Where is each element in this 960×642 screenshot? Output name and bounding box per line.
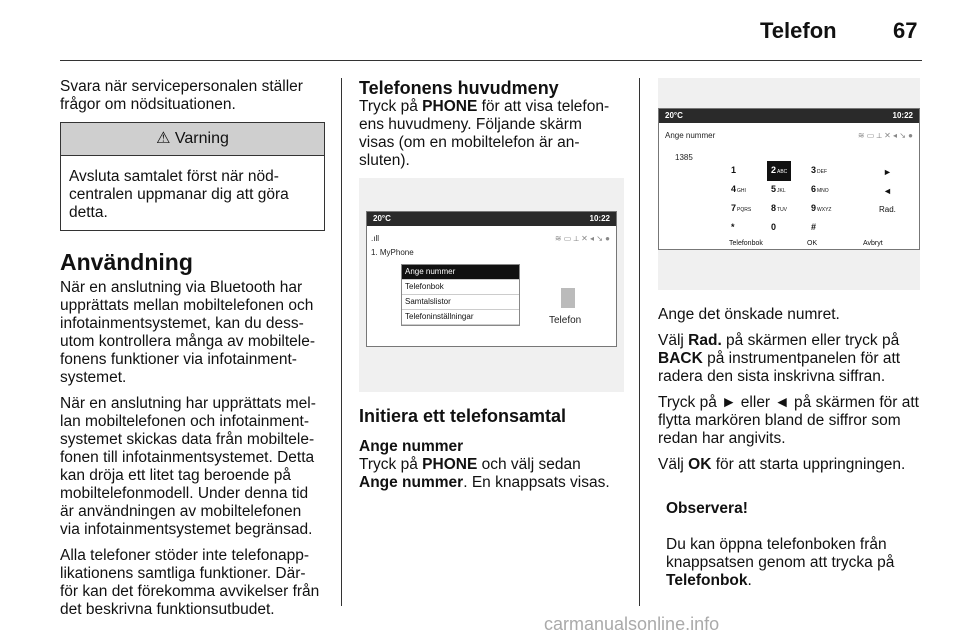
watermark: carmanualsonline.info (544, 614, 720, 634)
clock: 10:22 (589, 214, 610, 223)
keypad-key[interactable]: # (811, 222, 817, 232)
paragraph: Alla telefoner stöder inte telefonapp- likationens samtliga funktioner. Där- för kan det förekomma avvikelser från det beskrivna funktionsutbudet. (60, 547, 320, 618)
status-bar (367, 212, 616, 226)
cursor-right-button[interactable]: ► (883, 167, 892, 177)
page-number: 67 (893, 18, 918, 43)
paragraph: Tryck på PHONE för att visa telefon- ens huvudmeny. Följande skärm visas (om en mobiltelefon är an- sluten). (359, 98, 610, 169)
keypad-key[interactable]: 5JKL (771, 184, 786, 194)
menu-item[interactable]: Telefoninställningar (402, 310, 519, 325)
warning-box (60, 122, 325, 231)
keypad-key[interactable]: 3DEF (811, 165, 828, 175)
status-icons: ≋ ▭ ⟂ ✕ ◂ ↘ ● (857, 131, 913, 140)
cursor-left-button[interactable]: ◄ (883, 186, 892, 196)
menu-item[interactable]: Telefonbok (402, 280, 519, 295)
status-bar (659, 109, 919, 123)
keypad-screenshot (658, 78, 920, 290)
temperature: 20°C (373, 214, 391, 223)
subsection-heading: Initiera ett telefonsamtal (359, 406, 567, 426)
phone-label: Telefon (549, 315, 582, 326)
temperature: 20°C (665, 111, 683, 120)
note-title: Observera! (666, 500, 748, 517)
cancel-softkey[interactable]: Avbryt (863, 240, 883, 247)
keypad-key[interactable]: 7PQRS (731, 203, 752, 213)
header-rule (60, 60, 922, 61)
paragraph: Tryck på PHONE och välj sedan Ange nummer. En knappsats visas. (359, 456, 610, 491)
phonebook-softkey[interactable]: Telefonbok (729, 240, 763, 247)
warning-title: Varning (174, 130, 229, 147)
keypad-key[interactable]: 6MNO (811, 184, 829, 194)
keypad-key[interactable]: 9WXYZ (811, 203, 832, 213)
paragraph: När en anslutning har upprättats mel- lan mobiltelefonen och infotainment- systemet skickas data från mobiltele- fonen till infotainmentsystemet. Detta kan dröja ett litet tag beroende på mobiltelefonmodell. Under denna tid är användningen av mobiltelefonen via infotainmentsystemet begränsad. (60, 395, 316, 538)
phone-icon (561, 288, 575, 308)
paragraph: Välj Rad. på skärmen eller tryck på BACK på instrumentpanelen för att radera den sista inskrivna siffran. (658, 332, 901, 385)
column-divider (639, 78, 640, 606)
delete-button[interactable]: Rad. (879, 205, 896, 214)
item-title: Ange nummer (359, 438, 464, 455)
signal-icon: .ıll (371, 234, 379, 243)
ok-softkey[interactable]: OK (807, 240, 818, 247)
warning-header (61, 123, 324, 156)
keypad-key[interactable]: 2ABC (767, 161, 791, 181)
menu-item[interactable]: Ange nummer (402, 265, 519, 280)
phone-main-menu-screenshot (359, 178, 624, 392)
device-name: 1. MyPhone (371, 248, 414, 257)
screen-title: Ange nummer (665, 131, 716, 140)
intro-paragraph: Svara när servicepersonalen ställer frågor om nödsituationen. (60, 78, 303, 113)
keypad-key[interactable]: * (731, 222, 735, 232)
paragraph: När en anslutning via Bluetooth har upprättats mellan mobiltelefonen och infotainmentsystemet, kan du dess- utom kontrollera många av mobiltele- fonens funktioner via infotainment- systemet. (60, 279, 316, 386)
column-2 (359, 78, 624, 500)
column-divider (341, 78, 342, 606)
paragraph: Ange det önskade numret. (658, 306, 840, 323)
note-box: Observera! Du kan öppna telefonboken från knappsatsen genom att trycka på Telefonbok. (666, 500, 895, 589)
phone-menu (401, 264, 520, 326)
keypad-key[interactable]: 8TUV (771, 203, 788, 213)
warning-triangle-icon: ⚠ (156, 130, 171, 147)
keypad-key[interactable]: 0 (771, 222, 777, 232)
section-heading: Användning (60, 249, 193, 275)
column-3 (658, 78, 923, 590)
running-header-title: Telefon (760, 18, 837, 43)
column-1 (60, 78, 325, 627)
entered-number: 1385 (675, 153, 693, 162)
paragraph: Välj OK för att starta uppringningen. (658, 456, 906, 473)
keypad-key[interactable]: 1 (731, 165, 737, 175)
status-icons: ≋ ▭ ⟂ ✕ ◂ ↘ ● (554, 234, 610, 243)
clock: 10:22 (892, 111, 913, 120)
warning-text: Avsluta samtalet först när nöd- centralen uppmanar dig att göra detta. (69, 168, 289, 221)
paragraph: Tryck på ► eller ◄ på skärmen för att flytta markören bland de siffror som redan har angivits. (658, 394, 919, 447)
keypad-key[interactable]: 4GHI (731, 184, 746, 194)
subsection-heading: Telefonens huvudmeny (359, 78, 559, 98)
menu-item[interactable]: Samtalslistor (402, 295, 519, 310)
